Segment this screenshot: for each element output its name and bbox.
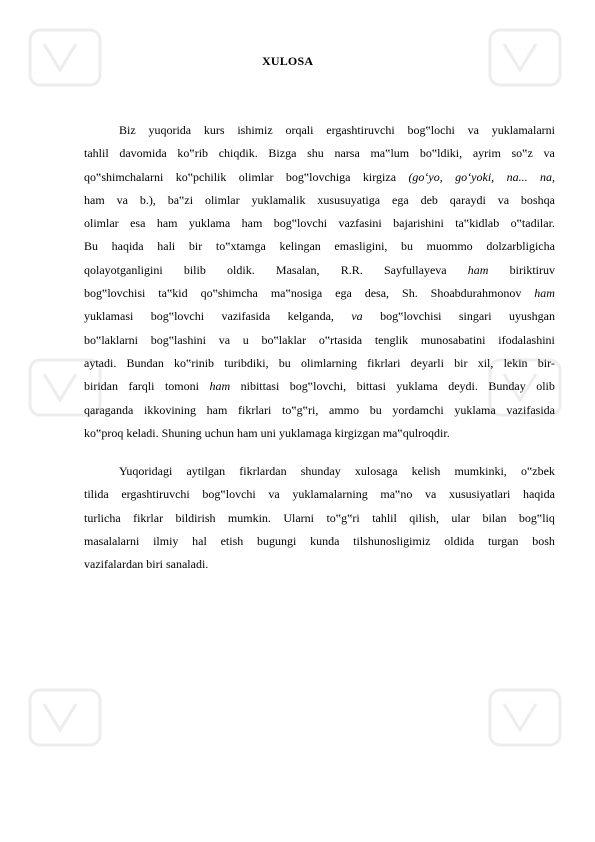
word: olimlar [84,216,119,231]
word: yordamchi [392,402,444,417]
word: ega [335,286,352,301]
word: ergashtiruvchi [326,123,395,137]
word: to‟g‟ri, [282,402,319,417]
word: Sayfullayeva [383,262,447,277]
word: ilmiy [153,533,179,548]
paragraph-1-line [84,375,555,398]
word: olib [536,379,555,394]
word: kelganda, [287,309,334,324]
paragraph-1-line [84,422,555,445]
word: bu [278,355,291,370]
word: bir [454,355,468,370]
word: va [425,487,437,502]
word: ham [241,216,263,231]
word: fikrlar [133,510,164,525]
word: boshqa [520,192,555,207]
word: bog‟lovchi [202,487,256,502]
page-title: XULOSA [262,54,314,68]
word: ham [467,262,489,277]
word: bog‟lovchi [150,309,205,324]
word: Shoabdurahmonov [430,286,522,301]
paragraph-2-line [84,460,555,483]
word: deb [420,192,438,207]
word: oldida [444,533,475,548]
paragraph-1-line [84,142,555,165]
word: va [351,309,363,324]
word: bo‟laklar [261,332,307,347]
watermark-logo-bottom-left [30,690,100,745]
word: bog‟lovchi, [289,379,347,394]
word: emasligini, [334,239,388,254]
word: go‘yoki, [455,169,495,184]
word: bo‟ldiki, [419,146,463,161]
word: ega [392,192,409,207]
word: ham [206,402,228,417]
word: vazifasida [221,309,271,324]
word: xulosaga [354,464,398,478]
word: aytadi. [84,355,117,370]
word: yuqorida [148,123,192,137]
word: masalalarni [84,533,140,548]
word: ma‟no [380,487,413,502]
word: va [543,146,555,161]
word: va [218,332,231,347]
word: olimlar [238,169,274,184]
word: bir- [537,355,555,370]
word: Yuqoridagi [119,464,173,478]
paragraph-1-line [84,212,555,235]
word: ham [534,286,555,301]
word: olimlarning [300,355,357,370]
word: ba‟zi [167,192,194,207]
word: xil, [477,355,494,370]
word: fikrlari [238,402,272,417]
word: bog‟lovchi [273,216,328,231]
word: Biz [119,123,136,137]
word: vazifalardan biri sanaladi. [84,557,209,572]
word: Bunday [488,379,526,394]
word: bosh [532,533,555,548]
word: shu [307,146,324,161]
word: to‟g‟ri [326,510,360,525]
word: davomida [119,146,167,161]
word: narsa [334,146,360,161]
word: muommo [426,239,473,254]
word: turlicha [84,510,121,525]
word: fikrlardan [239,464,287,478]
word: bog‟lovchisi [380,309,442,324]
word: yuklamalarni [491,123,555,137]
word: bittasi [356,379,386,394]
word: bugungi [257,533,297,548]
word: olimlar [204,192,240,207]
word: biriktiruv [509,262,555,277]
watermark-logo-top-left [30,30,100,85]
word: u [242,332,249,347]
word: shunday [300,464,341,478]
paragraph-1 [84,119,555,445]
word: bog‟lashini [150,332,207,347]
word: fikrlari [367,355,401,370]
word: va [467,123,479,137]
word: (go‘yo, [408,169,443,184]
paragraph-2-line [84,530,555,553]
word: yuklamalik [251,192,306,207]
word: kurs [203,123,225,137]
paragraph-2-line [84,483,555,506]
word: ergashtiruvchi [121,487,190,502]
word: tilshunosligimiz [353,533,431,548]
paragraph-1-line [84,305,555,328]
word: ham [209,379,231,394]
word: desa, [364,286,390,301]
word: ma‟nosiga [270,286,323,301]
word: munosabatini [420,332,486,347]
word: mumkinki, [454,464,507,478]
word: tahlil [372,510,397,525]
word: farqli [128,379,155,394]
word: turibdiki, [224,355,269,370]
word: tahlil [84,146,109,161]
word: to‟xtamga [215,239,266,254]
paragraph-2-line [84,553,555,576]
word: so‟z [511,146,533,161]
word: bo‟laklarni [84,332,138,347]
word: vazfasini [338,216,382,231]
word: singari [458,309,492,324]
word: bilib [183,262,206,277]
word: tilida [84,487,109,502]
word: bir [188,239,203,254]
word: orqali [285,123,314,137]
word: ma‟lum [370,146,410,161]
word: kelingan [279,239,321,254]
word: bu [401,239,414,254]
word: ammo [329,402,360,417]
word: dolzarbligicha [486,239,555,254]
word: va [268,487,280,502]
word: bog‟lovchisi [84,286,146,301]
word: mumkin. [227,510,271,525]
word: bilan [482,510,507,525]
word: vazifasida [506,402,555,417]
word: yuklamasi [84,309,134,324]
word: bu [369,402,382,417]
paragraph-1-line [84,119,555,142]
word: haqida [522,487,555,502]
word: kelish [411,464,441,478]
word: ko‟pchilik [175,169,227,184]
word: va [497,192,510,207]
paragraph-1-line [84,166,555,189]
word: qo‟shimchalarni [84,169,164,184]
word: xususiyatlari [449,487,511,502]
word: ular [451,510,471,525]
word: uyushgan [509,309,555,324]
word: oldik. [227,262,255,277]
word: kunda [310,533,340,548]
paragraph-1-line [84,282,555,305]
word: bog‟lovchiga [285,169,351,184]
word: chiqdik. [218,146,258,161]
word: qolayotganligini [84,262,163,277]
word: b.), [139,192,156,207]
paragraph-1-line [84,235,555,258]
word: ham [84,192,105,207]
word: ko‟rib [177,146,209,161]
paragraph-1-line [84,189,555,212]
paragraph-2 [84,460,555,576]
word: na, [539,169,555,184]
word: bog‟liq [518,510,555,525]
word: yuklama [396,379,438,394]
paragraph-1-line [84,259,555,282]
word: o‟rtasida [318,332,363,347]
word: yuklama [188,216,231,231]
word: qaraydi [449,192,486,207]
word: ko‟rinib [174,355,215,370]
word: tenglik [374,332,409,347]
word: ishimiz [237,123,273,137]
word: ayrim [472,146,501,161]
word: ikkovining [143,402,196,417]
word: deyarli [410,355,444,370]
word: hali [157,239,176,254]
word: Sh. [402,286,418,301]
word: qilish, [409,510,439,525]
paragraph-1-line [84,329,555,352]
word: qo‟shimcha [200,286,258,301]
word: R.R. [340,262,363,277]
word: ta‟kid [158,286,188,301]
word: yuklama [454,402,496,417]
word: o‟zbek [520,464,555,478]
word: aytilgan [186,464,226,478]
word: kirgiza [362,169,397,184]
word: ham [156,216,178,231]
word: va [116,192,128,207]
word: qaraganda [84,402,134,417]
word: o‟tadilar. [510,216,555,231]
paragraph-1-line [84,352,555,375]
word: xususuyatiga [317,192,381,207]
word: haqida [111,239,144,254]
word: bog‟lochi [407,123,455,137]
word: Bundan [126,355,164,370]
word: bildirish [175,510,216,525]
word: Bizga [268,146,297,161]
word: na... [506,169,528,184]
word: deydi. [448,379,478,394]
word: hal [192,533,207,548]
word: etish [220,533,244,548]
word: yuklamalarning [292,487,368,502]
watermark-logo-bottom-right [490,690,560,745]
word: turgan [488,533,519,548]
word: nibittasi [240,379,280,394]
word: tomoni [164,379,199,394]
word: ifodalashini [498,332,555,347]
word: ko‟proq keladi. Shuning uchun ham uni yuklamaga kirgizgan ma‟qulroqdir. [84,425,450,440]
paragraph-2-line [84,507,555,530]
word: ta‟kidlab [455,216,500,231]
word: Ularni [283,510,315,525]
word: biridan [84,379,118,394]
watermark-logo-top-right [490,30,560,85]
word: bajarishini [393,216,444,231]
word: esa [130,216,146,231]
word: Bu [84,239,99,254]
word: lekin [503,355,528,370]
word: Masalan, [275,262,320,277]
paragraph-1-line [84,399,555,422]
